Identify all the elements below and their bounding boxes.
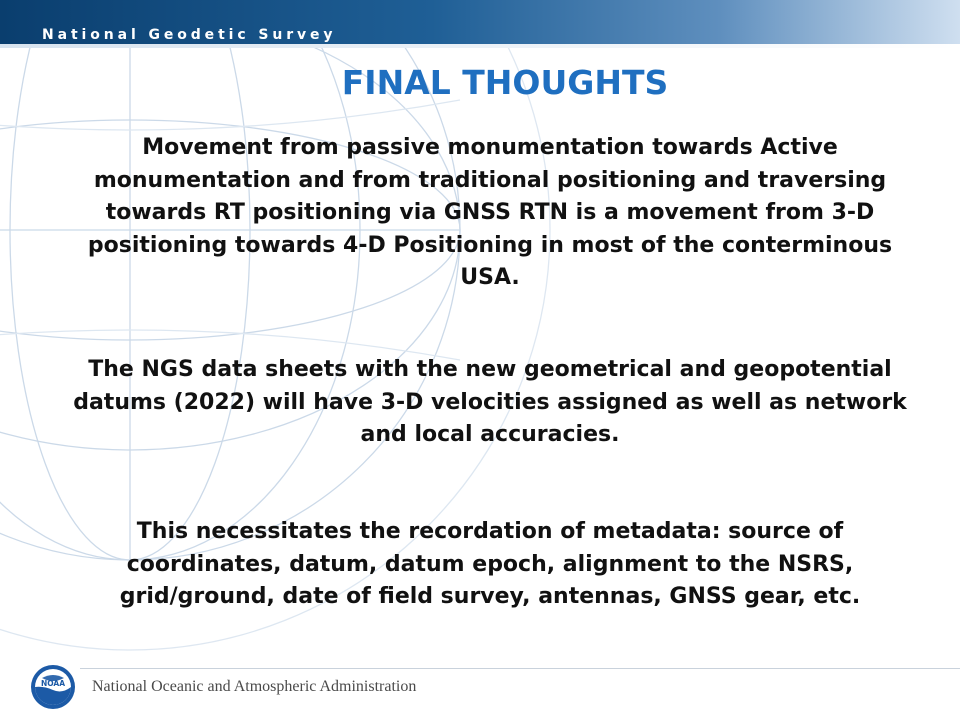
footer-organization: National Oceanic and Atmospheric Administration — [92, 678, 417, 695]
agency-name: National Geodetic Survey — [42, 27, 337, 43]
paragraph-metadata: This necessitates the recordation of metadata: source of coordinates, datum, datum epoch, alignment to the NSRS, grid/ground, date of field survey, antennas, GNSS gear, etc. — [119, 519, 861, 609]
paragraph-data-sheets: The NGS data sheets with the new geometrical and geopotential datums (2022) will have 3-D velocities assigned as well as network and local accuracies. — [73, 357, 907, 447]
header-stripe — [0, 44, 960, 48]
footer-divider — [80, 668, 960, 669]
noaa-logo-icon — [30, 664, 76, 710]
slide-title: FINAL THOUGHTS — [341, 63, 669, 102]
paragraph-monumentation: Movement from passive monumentation towards Active monumentation and from traditional positioning and traversing towards RT positioning via GNSS RTN is a movement from 3-D positioning towards 4-D Positioning in most of the conterminous USA. — [87, 135, 893, 290]
noaa-logo-text: NOAA — [40, 679, 66, 688]
